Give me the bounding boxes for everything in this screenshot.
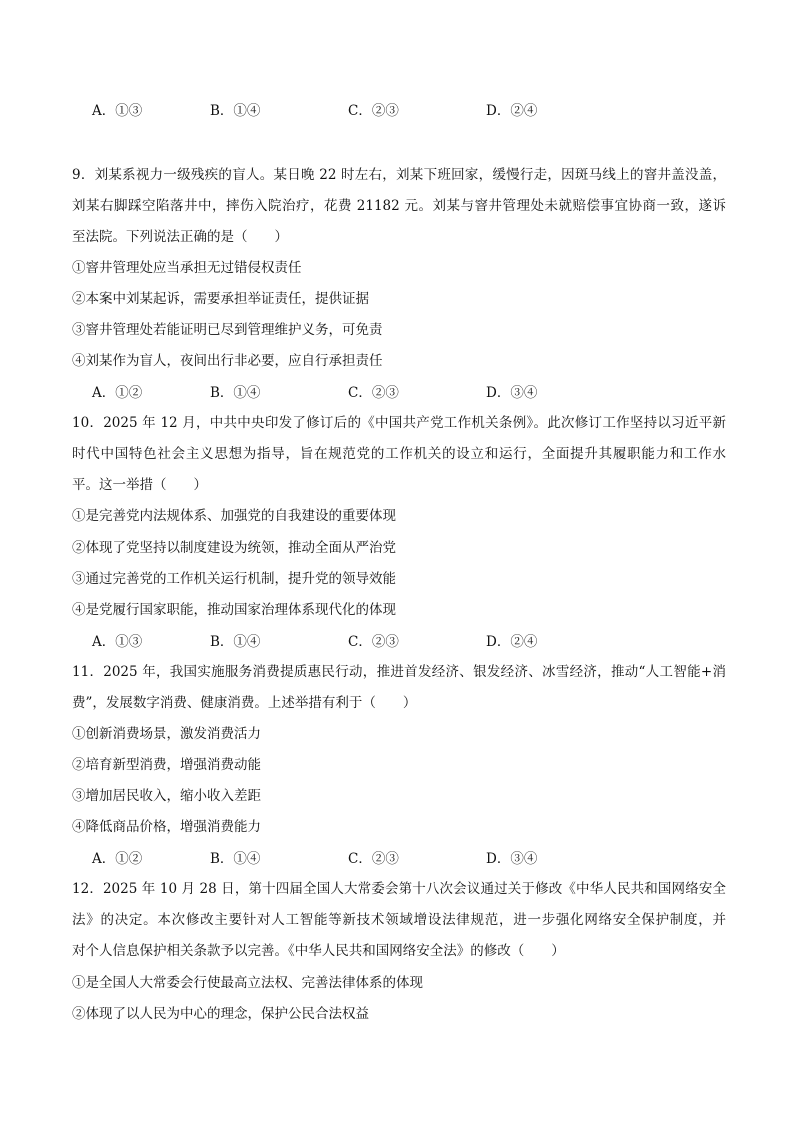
q11-statement-3: ③增加居民收入，缩小收入差距 (72, 788, 261, 804)
q10-statement-1: ①是完善党内法规体系、加强党的自我建设的重要体现 (72, 508, 396, 524)
q10-option-d[interactable]: D．②④ (486, 634, 538, 650)
q8-options (92, 101, 572, 121)
q9-statement-3: ③窨井管理处若能证明已尽到管理维护义务，可免责 (72, 322, 383, 338)
q10-statement-3: ③通过完善党的工作机关运行机制，提升党的领导效能 (72, 571, 396, 587)
q11-statement-1: ①创新消费场景，激发消费活力 (72, 726, 261, 742)
q9-stem-line-2: 刘某右脚踩空陷落井中，摔伤入院治疗，花费 21182 元。刘某与窨井管理处未就赔偿事宜协商一致，遂诉 (72, 198, 726, 214)
q11-stem-line-1: 11．2025 年，我国实施服务消费提质惠民行动，推进首发经济、银发经济、冰雪经济，推动“人工智能+消 (72, 664, 726, 680)
q10-option-b[interactable]: B．①④ (210, 634, 261, 650)
q12-stem-line-1: 12．2025 年 10 月 28 日，第十四届全国人大常委会第十八次会议通过关于修改《中华人民共和国网络安全 (72, 881, 726, 897)
q9-options (92, 383, 572, 403)
q9-option-a[interactable]: A．①② (92, 385, 143, 401)
q9-statement-4: ④刘某作为盲人，夜间出行非必要，应自行承担责任 (72, 353, 383, 369)
q9-option-b[interactable]: B．①④ (210, 385, 261, 401)
q12-stem-line-3: 对个人信息保护相关条款予以完善。《中华人民共和国网络安全法》的修改（ ） (72, 943, 565, 959)
q9-statement-2: ②本案中刘某起诉，需要承担举证责任，提供证据 (72, 291, 369, 307)
q9-option-d[interactable]: D．③④ (486, 385, 538, 401)
q10-statement-2: ②体现了党坚持以制度建设为统领，推动全面从严治党 (72, 540, 396, 556)
q9-stem-line-1: 9．刘某系视力一级残疾的盲人。某日晚 22 时左右，刘某下班回家，缓慢行走，因斑马线上的窨井盖没盖， (72, 167, 726, 183)
q10-stem-line-2: 时代中国特色社会主义思想为指导，旨在规范党的工作机关的设立和运行，全面提升其履职能力和工作水 (72, 446, 726, 462)
q10-stem-line-3: 平。这一举措（ ） (72, 477, 207, 493)
q8-option-b[interactable]: B．①④ (210, 103, 261, 119)
q11-options (92, 849, 572, 869)
q11-statement-4: ④降低商品价格，增强消费能力 (72, 819, 261, 835)
q10-option-a[interactable]: A．①③ (92, 634, 143, 650)
q8-option-d[interactable]: D．②④ (486, 103, 538, 119)
q11-statement-2: ②培育新型消费，增强消费动能 (72, 757, 261, 773)
q11-option-a[interactable]: A．①② (92, 851, 143, 867)
q12-statement-1: ①是全国人大常委会行使最高立法权、完善法律体系的体现 (72, 975, 423, 991)
q11-option-c[interactable]: C．②③ (348, 851, 399, 867)
q12-stem-line-2: 法》的决定。本次修改主要针对人工智能等新技术领域增设法律规范，进一步强化网络安全保护制度，并 (72, 912, 726, 928)
q11-stem-line-2: 费”，发展数字消费、健康消费。上述举措有利于（ ） (72, 695, 417, 711)
q10-options (92, 632, 572, 652)
q10-stem-line-1: 10．2025 年 12 月，中共中央印发了修订后的《中国共产党工作机关条例》。此次修订工作坚持以习近平新 (72, 415, 726, 431)
q9-stem-line-3: 至法院。下列说法正确的是（ ） (72, 229, 288, 245)
q9-option-c[interactable]: C．②③ (348, 385, 399, 401)
q10-option-c[interactable]: C．②③ (348, 634, 399, 650)
q8-option-c[interactable]: C．②③ (348, 103, 399, 119)
q9-statement-1: ①窨井管理处应当承担无过错侵权责任 (72, 260, 302, 276)
q11-option-b[interactable]: B．①④ (210, 851, 261, 867)
q12-statement-2: ②体现了以人民为中心的理念，保护公民合法权益 (72, 1006, 369, 1022)
q8-option-a[interactable]: A．①③ (92, 103, 143, 119)
q11-option-d[interactable]: D．③④ (486, 851, 538, 867)
q10-statement-4: ④是党履行国家职能，推动国家治理体系现代化的体现 (72, 602, 396, 618)
